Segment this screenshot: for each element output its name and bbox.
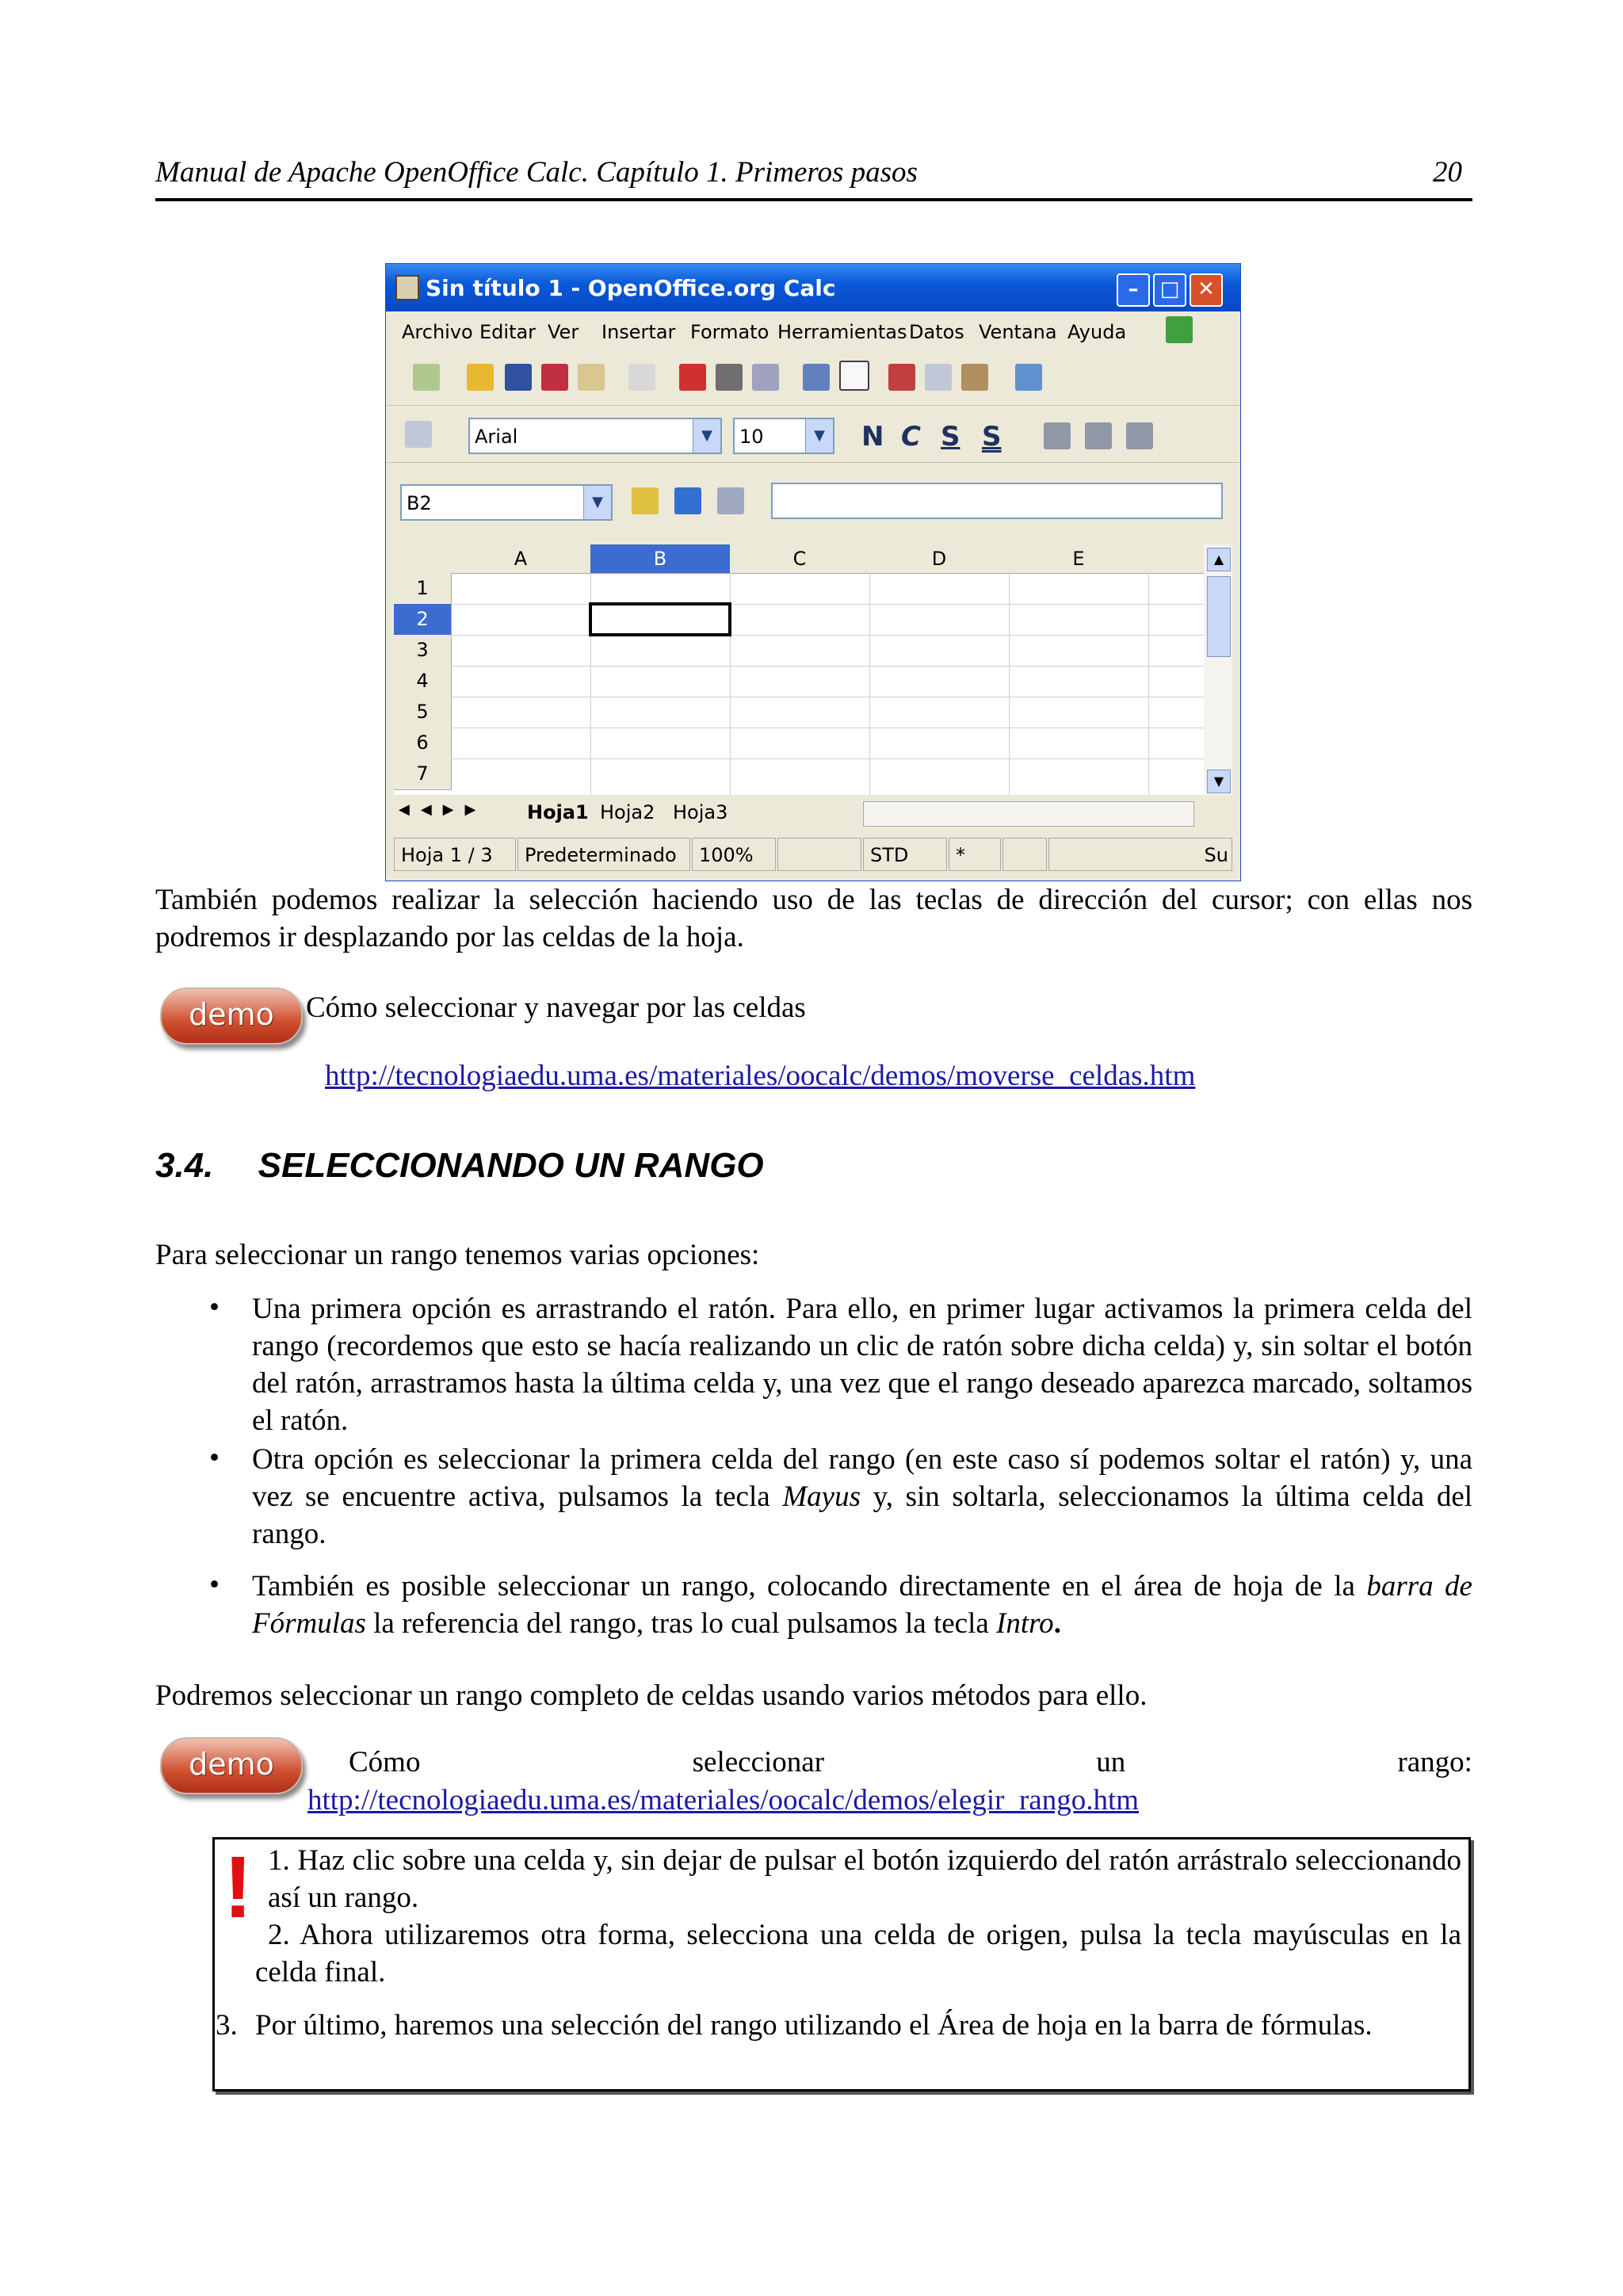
menu-formato[interactable]: Formato (690, 321, 769, 343)
status-signature (1002, 838, 1047, 871)
tab-hoja2[interactable]: Hoja2 (600, 801, 655, 823)
status-blank (777, 838, 861, 871)
header-rule (155, 198, 1472, 201)
chevron-down-icon[interactable]: ▼ (693, 419, 720, 453)
section-number: 3.4. (155, 1146, 214, 1185)
intro-key: Intro (996, 1607, 1054, 1640)
sheet-tabs-bar (394, 795, 1232, 831)
name-box[interactable] (400, 484, 613, 521)
status-bar (394, 838, 1232, 874)
column-header-a[interactable]: A (451, 544, 591, 574)
exercise-item-1: 1. Haz clic sobre una celda y, sin dejar de pulsar el botón izquierdo del ratón arrástralo seleccionando así un rango. (268, 1844, 1461, 1914)
column-header-d[interactable]: D (869, 544, 1010, 574)
status-page-style: Predeterminado (517, 838, 690, 871)
spellcheck-icon[interactable] (803, 364, 830, 391)
demo2-word: seleccionar (692, 1746, 825, 1778)
print-icon[interactable] (716, 364, 743, 391)
cut-icon[interactable] (888, 364, 915, 391)
font-size-value: 10 (739, 426, 764, 448)
align-left-icon[interactable] (1044, 422, 1071, 449)
demo2-description (349, 1745, 1472, 1779)
tab-navigation-arrows-icon[interactable]: ◀◀▶▶ (399, 801, 487, 818)
chevron-down-icon[interactable]: ▼ (805, 419, 833, 453)
edit-file-icon[interactable] (628, 364, 655, 391)
equals-icon[interactable] (717, 487, 744, 514)
formula-bar-term: barra de Fórmulas (252, 1570, 1472, 1640)
grid-line (451, 666, 1204, 667)
menu-herramientas[interactable]: Herramientas (777, 321, 907, 343)
demo-label: demo (189, 1747, 274, 1782)
grid-line (451, 604, 1204, 605)
align-center-icon[interactable] (1085, 422, 1112, 449)
list-item-shift (252, 1441, 1472, 1553)
window-title: Sin título 1 - OpenOffice.org Calc (426, 275, 836, 301)
paste-icon[interactable] (961, 364, 988, 391)
demo1-description: Cómo seleccionar y navegar por las celdas (306, 991, 806, 1024)
status-mode[interactable]: STD (863, 838, 947, 871)
menu-insertar[interactable]: Insertar (601, 321, 676, 343)
bullet-marker: • (209, 1291, 220, 1324)
column-header-e[interactable]: E (1009, 544, 1149, 574)
exercise-item-3-number: 3. (216, 2009, 238, 2042)
list-item-drag: Una primera opción es arrastrando el ratón. Para ello, en primer lugar activamos la primera celda del rango (recordemos que esto se hacía realizando un clic de ratón sobre dicha celda) y, sin soltar el botón del ratón, arrastramos hasta la última celda y, una vez que el rango deseado aparezca marcado, soltamos el ratón. (252, 1293, 1472, 1437)
menu-editar[interactable]: Editar (479, 321, 537, 343)
spreadsheet-grid (394, 544, 1232, 795)
bold-button[interactable]: N (861, 421, 884, 453)
double-underline-button[interactable]: S (982, 421, 1002, 453)
list-item-namebox: También es posible seleccionar un rango, colocando directamente en el área de hoja de la barra de Fórmulas la referencia del rango, tras lo cual pulsamos la tecla Intro. (252, 1570, 1472, 1640)
page-number: 20 (1433, 156, 1462, 189)
exclamation-icon: ! (223, 1839, 253, 1936)
section-heading (155, 1146, 764, 1186)
row-header-6[interactable]: 6 (394, 728, 452, 759)
function-wizard-icon[interactable] (632, 487, 659, 514)
name-box-value: B2 (407, 492, 432, 514)
email-icon[interactable] (578, 364, 605, 391)
maximize-button[interactable]: □ (1153, 273, 1186, 307)
list-item-shift-rest: y, sin soltarla, seleccionamos la última celda del rango. (252, 1480, 1473, 1550)
sum-icon[interactable] (674, 487, 701, 514)
status-modified: * (949, 838, 1001, 871)
formatting-toolbar (386, 407, 1240, 463)
demo-label: demo (189, 997, 274, 1032)
list-item-namebox-text: También es posible seleccionar un rango, colocando directamente en el área de hoja de la (252, 1570, 1355, 1603)
corner-cell[interactable] (394, 544, 452, 574)
paragraph-cursor-keys: También podemos realizar la selección haciendo uso de las teclas de dirección del cursor; con ellas nos podremos ir desplazando por las celdas de la hoja. (155, 884, 1472, 953)
row-header-1[interactable]: 1 (394, 573, 452, 605)
status-sheet: Hoja 1 / 3 (394, 838, 516, 871)
grid-line (451, 635, 1204, 636)
standard-toolbar (386, 350, 1240, 406)
column-header-c[interactable]: C (730, 544, 870, 574)
demo2-word: Cómo (349, 1746, 421, 1778)
exercise-item-2: 2. Ahora utilizaremos otra forma, selecciona una celda de origen, pulsa la tecla mayúsculas en la celda final. (255, 1919, 1461, 1988)
minimize-button[interactable]: – (1117, 273, 1150, 307)
grid-line (869, 573, 870, 795)
vertical-scrollbar[interactable] (1204, 544, 1232, 795)
menu-ventana[interactable]: Ventana (979, 321, 1057, 343)
tab-hoja3[interactable]: Hoja3 (673, 801, 728, 823)
status-sum: Su (1048, 838, 1232, 871)
formula-input[interactable] (771, 483, 1223, 519)
calc-app-icon (395, 275, 419, 300)
font-name-value: Arial (475, 426, 518, 448)
copy-icon[interactable] (925, 364, 952, 391)
styles-icon[interactable] (405, 421, 432, 448)
scroll-thumb[interactable] (1207, 576, 1231, 657)
close-button[interactable]: ✕ (1190, 273, 1223, 307)
new-document-icon[interactable] (413, 364, 440, 391)
tab-hoja1[interactable]: Hoja1 (527, 801, 589, 823)
scroll-down-arrow-icon[interactable]: ▼ (1207, 770, 1231, 793)
row-header-4[interactable]: 4 (394, 666, 452, 697)
list-item-namebox-mid: la referencia del rango, tras lo cual pulsamos la tecla (373, 1607, 989, 1640)
export-pdf-icon[interactable] (679, 364, 706, 391)
row-header-7[interactable]: 7 (394, 758, 452, 790)
mayus-key: Mayus (782, 1480, 861, 1513)
row-header-5[interactable]: 5 (394, 697, 452, 728)
status-zoom[interactable]: 100% (692, 838, 776, 871)
active-cell-b2[interactable] (589, 602, 731, 636)
demo-button-1[interactable] (160, 988, 303, 1045)
section-title: SELECCIONANDO UN RANGO (258, 1146, 764, 1185)
row-header-3[interactable]: 3 (394, 635, 452, 667)
autospellcheck-icon[interactable] (839, 361, 869, 391)
horizontal-scrollbar[interactable] (863, 801, 1194, 827)
grid-line (1009, 573, 1010, 795)
download-icon[interactable] (1166, 316, 1193, 343)
grid-line (451, 758, 1204, 759)
calc-window-screenshot (385, 263, 1241, 881)
scroll-up-arrow-icon[interactable]: ▲ (1207, 548, 1231, 571)
font-size-box[interactable] (733, 418, 834, 454)
running-header-title: Manual de Apache OpenOffice Calc. Capítulo 1. Primeros pasos (155, 156, 918, 189)
menu-datos[interactable]: Datos (909, 321, 964, 343)
save-as-icon[interactable] (541, 364, 568, 391)
menu-bar (386, 311, 1240, 348)
demo1-link[interactable]: http://tecnologiaedu.uma.es/materiales/oocalc/demos/moverse_celdas.htm (325, 1060, 1196, 1092)
italic-button[interactable]: C (901, 421, 921, 453)
underline-button[interactable]: S (941, 421, 960, 453)
exercise-item-3: Por último, haremos una selección del rango utilizando el Área de hoja en la barra de fórmulas. (255, 2009, 1373, 2042)
formula-bar (386, 472, 1240, 530)
save-icon[interactable] (505, 364, 532, 391)
chevron-down-icon[interactable]: ▼ (583, 486, 611, 519)
align-right-icon[interactable] (1126, 422, 1153, 449)
demo-button-2[interactable] (160, 1737, 303, 1794)
clone-formatting-icon[interactable] (1015, 364, 1042, 391)
list-item-shift-text: Otra opción es seleccionar la primera celda del rango (en este caso sí podemos soltar el ratón) y, una vez se encuentre activa, pulsamos la tecla (252, 1443, 1472, 1513)
open-folder-icon[interactable] (467, 364, 494, 391)
row-header-2[interactable]: 2 (394, 604, 452, 636)
menu-archivo[interactable]: Archivo (402, 321, 473, 343)
column-header-f[interactable] (1148, 544, 1205, 574)
demo2-word: un (1096, 1746, 1126, 1778)
column-header-b[interactable]: B (590, 544, 731, 574)
print-preview-icon[interactable] (752, 364, 779, 391)
menu-ayuda[interactable]: Ayuda (1067, 321, 1127, 343)
paragraph-methods: Podremos seleccionar un rango completo de celdas usando varios métodos para ello. (155, 1679, 1148, 1712)
bullet-marker: • (209, 1568, 220, 1601)
demo2-link[interactable]: http://tecnologiaedu.uma.es/materiales/oocalc/demos/elegir_rango.htm (307, 1784, 1140, 1817)
window-titlebar (386, 264, 1240, 311)
grid-line (1148, 573, 1149, 795)
paragraph-range-options: Para seleccionar un rango tenemos varias opciones: (155, 1239, 760, 1271)
demo2-word: rango: (1397, 1746, 1472, 1778)
menu-ver[interactable]: Ver (548, 321, 579, 343)
font-name-box[interactable] (468, 418, 722, 454)
bullet-marker: • (209, 1442, 220, 1474)
